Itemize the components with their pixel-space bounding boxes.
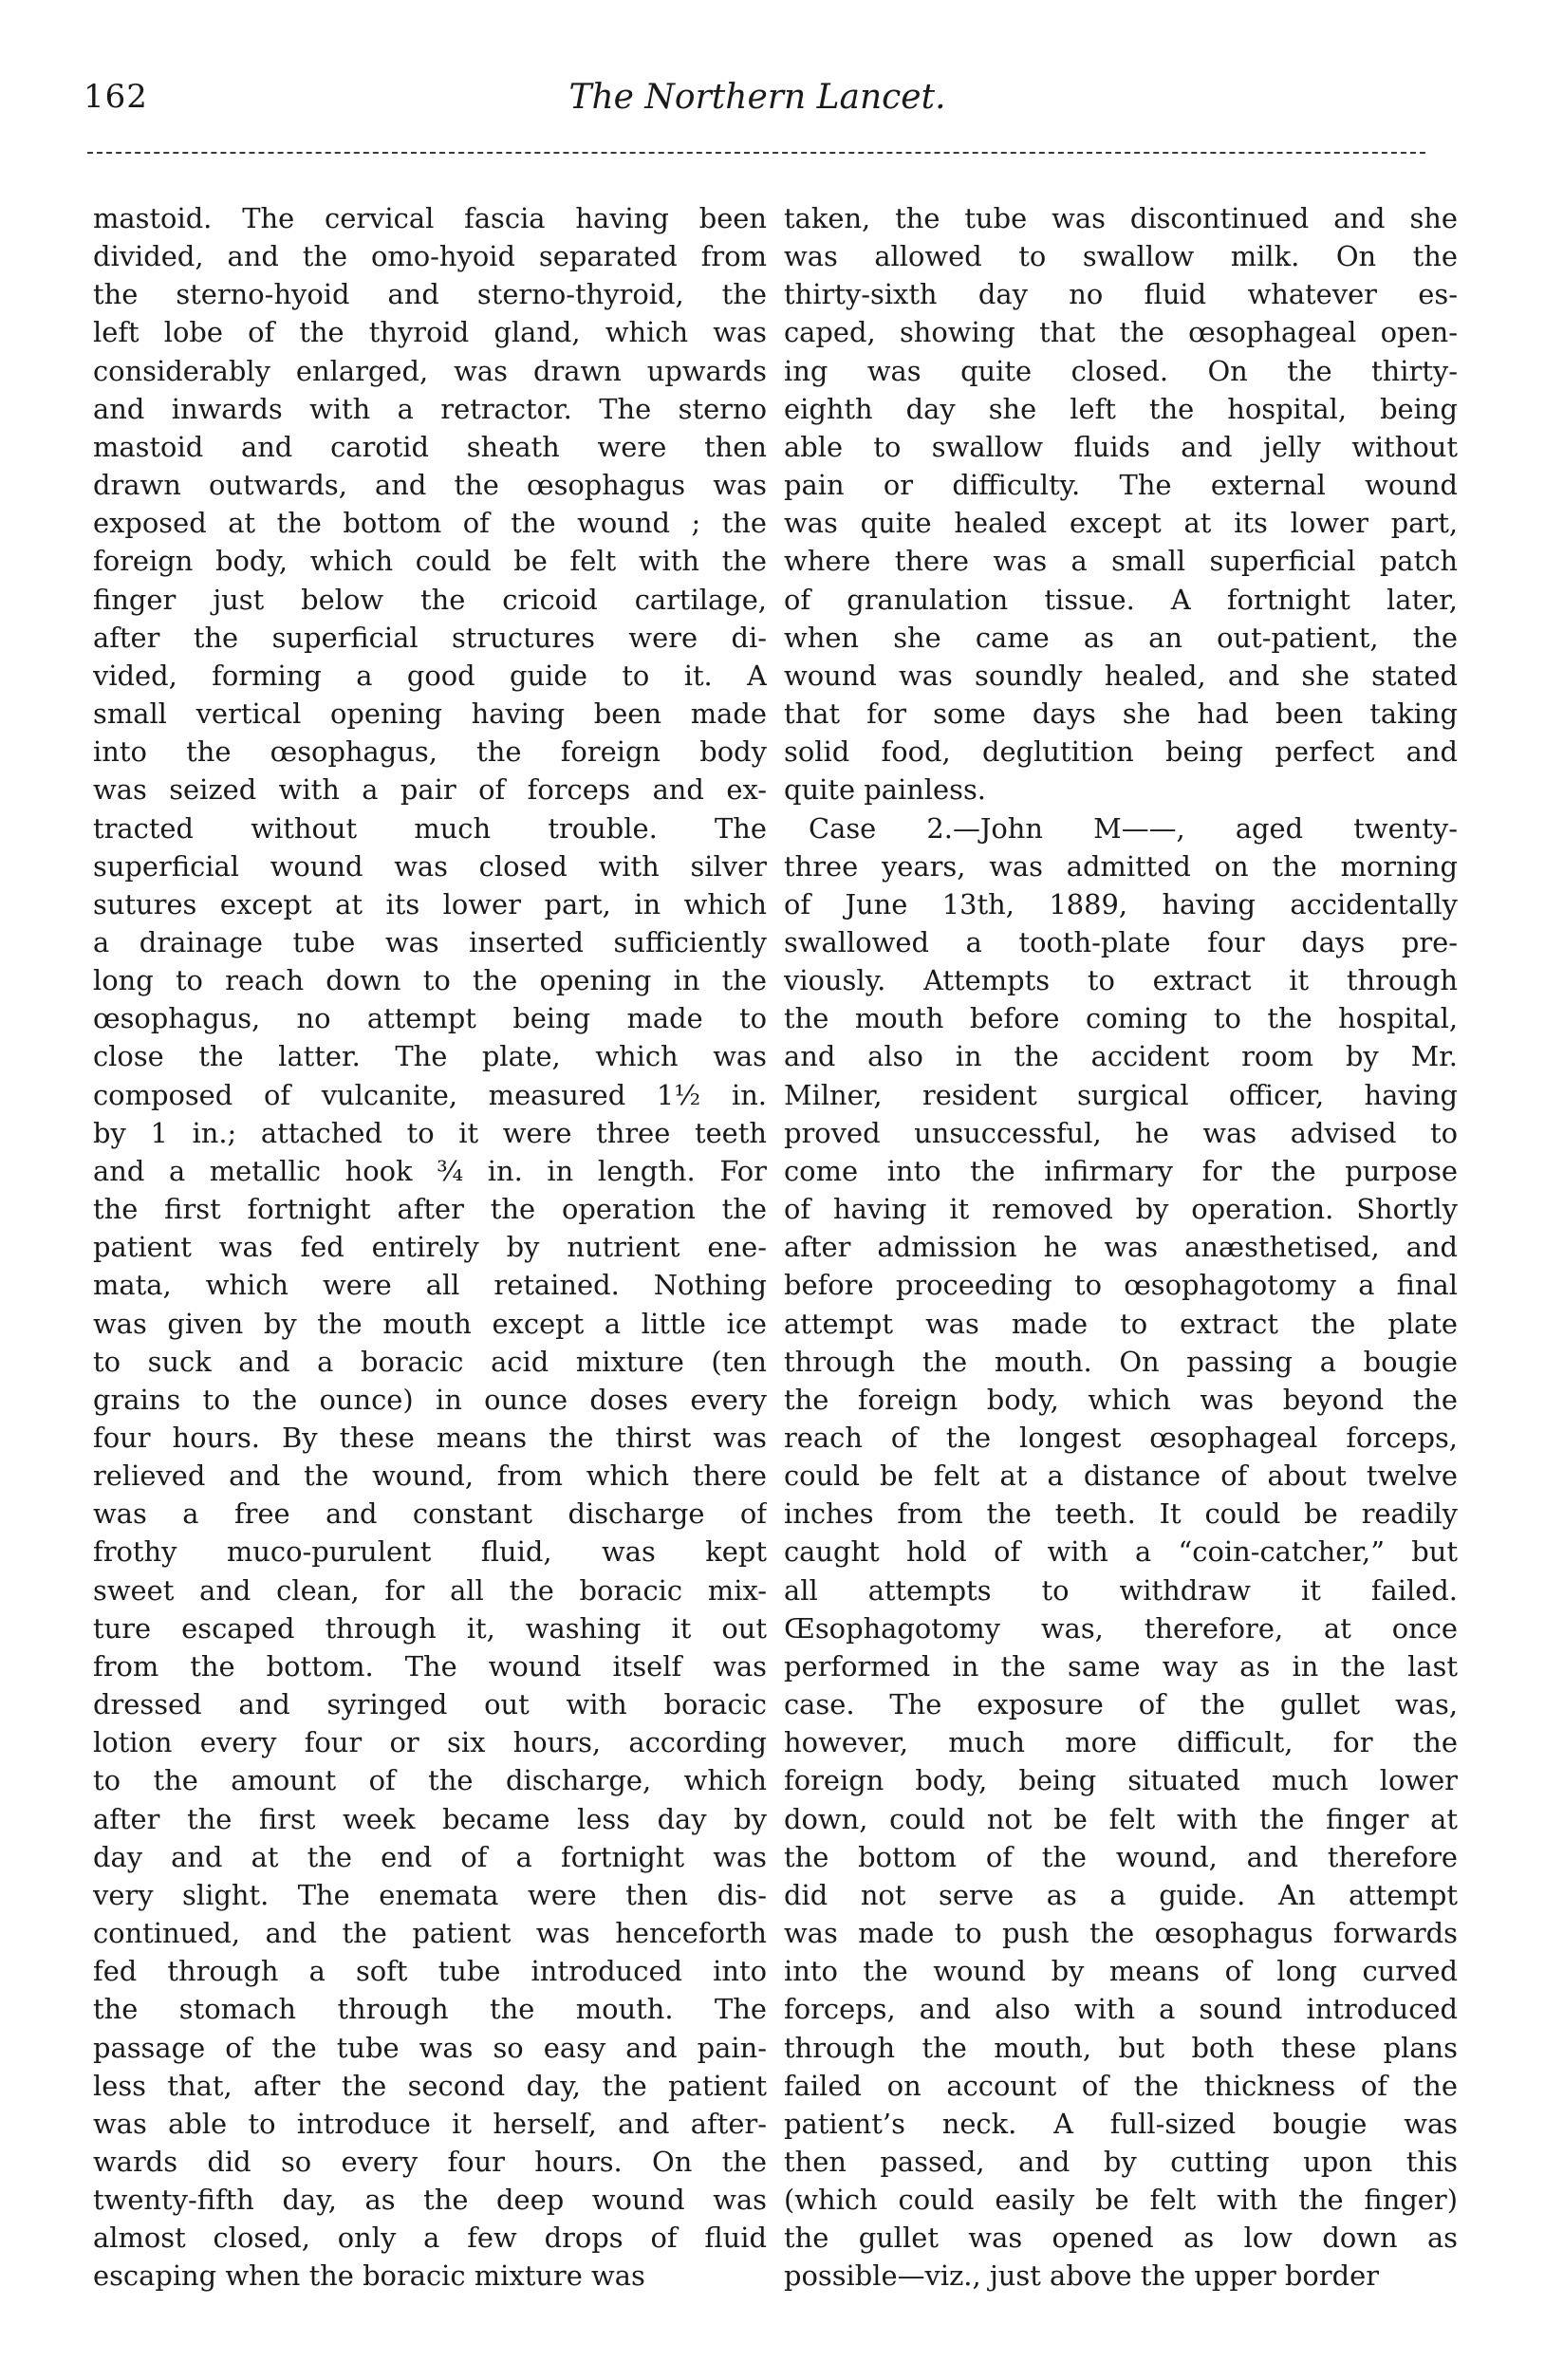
text-line: into the wound by means of long curved [784,1955,1458,1988]
text-line: sutures except at its lower part, in which [93,887,767,920]
text-line: twenty-fifth day, as the deep wound was [93,2184,767,2217]
text-line: considerably enlarged, was drawn upwards [93,354,767,387]
text-line: solid food, deglutition being perfect and [784,735,1458,769]
text-line: Case 2.—John M——, aged twenty- [809,811,1458,845]
text-line: wards did so every four hours. On the [93,2145,767,2178]
text-line: exposed at the bottom of the wound ; the [93,507,767,540]
text-line: day and at the end of a fortnight was [93,1840,767,1873]
text-line: pain or difficulty. The external wound [784,469,1458,502]
text-line: able to swallow fluids and jelly without [784,430,1458,463]
text-line: the mouth before coming to the hospital, [784,1002,1458,1035]
text-line: and a metallic hook ¾ in. in length. For [93,1154,767,1187]
text-line: almost closed, only a few drops of fluid [93,2222,767,2255]
text-line: to suck and a boracic acid mixture (ten [93,1345,767,1378]
text-line: close the latter. The plate, which was [93,1040,767,1073]
text-line: before proceeding to œsophagotomy a final [784,1269,1458,1302]
text-line: and inwards with a retractor. The sterno [93,392,767,425]
left-column [93,199,767,2296]
text-line: and also in the accident room by Mr. [784,1040,1458,1073]
text-line: thirty-sixth day no fluid whatever es- [784,278,1458,311]
text-line: attempt was made to extract the plate [784,1307,1458,1340]
text-line: however, much more difficult, for the [784,1726,1458,1759]
text-line: was a free and constant discharge of [93,1497,767,1531]
text-line: the stomach through the mouth. The [93,1993,767,2026]
text-line: the sterno-hyoid and sterno-thyroid, the [93,278,767,311]
text-line: (which could easily be felt with the finger) [784,2184,1458,2217]
text-line: Milner, resident surgical officer, having [784,1078,1458,1111]
text-line: relieved and the wound, from which there [93,1460,767,1493]
text-line: by 1 in.; attached to it were three teeth [93,1116,767,1149]
text-line: eighth day she left the hospital, being [784,392,1458,425]
text-line: quite painless. [784,773,986,807]
text-line: long to reach down to the opening in the [93,964,767,997]
text-line: the first fortnight after the operation the [93,1193,767,1226]
text-line: of having it removed by operation. Shortly [784,1193,1458,1226]
text-line: four hours. By these means the thirst was [93,1422,767,1454]
text-line: mastoid. The cervical fascia having been [93,202,767,234]
text-line: into the œsophagus, the foreign body [93,735,767,769]
running-title: The Northern Lancet. [568,78,946,117]
text-line: superficial wound was closed with silver [93,849,767,883]
text-line: frothy muco-purulent fluid, was kept [93,1535,767,1569]
text-line: performed in the same way as in the last [784,1649,1458,1683]
text-line: mata, which were all retained. Nothing [93,1269,767,1302]
text-line: patient was fed entirely by nutrient ene- [93,1231,767,1264]
text-line: taken, the tube was discontinued and she [784,202,1458,234]
text-line: proved unsuccessful, he was advised to [784,1116,1458,1149]
page-number: 162 [84,78,148,116]
text-line: drawn outwards, and the œsophagus was [93,469,767,502]
text-line: three years, was admitted on the morning [784,849,1458,883]
text-line: case. The exposure of the gullet was, [784,1688,1458,1721]
text-line: possible—viz., just above the upper border [784,2259,1380,2293]
text-line: passage of the tube was so easy and pain- [93,2031,767,2064]
text-line: was able to introduce it herself, and after- [93,2107,767,2140]
text-line: was seized with a pair of forceps and ex- [93,773,767,807]
text-line: composed of vulcanite, measured 1½ in. [93,1078,767,1111]
text-line: Œsophagotomy was, therefore, at once [784,1611,1458,1645]
text-line: the bottom of the wound, and therefore [784,1840,1458,1873]
text-line: less that, after the second day, the patient [93,2069,767,2102]
text-line: continued, and the patient was henceforth [93,1917,767,1950]
text-line: was quite healed except at its lower part, [784,507,1458,540]
text-line: down, could not be felt with the finger at [784,1802,1458,1835]
header-rule [87,152,1425,154]
text-line: mastoid and carotid sheath were then [93,430,767,463]
text-line: come into the infirmary for the purpose [784,1154,1458,1187]
text-line: to the amount of the discharge, which [93,1764,767,1797]
text-line: when she came as an out-patient, the [784,621,1458,654]
text-line: reach of the longest œsophageal forceps, [784,1422,1458,1454]
text-line: vided, forming a good guide to it. A [93,659,767,692]
text-line: of granulation tissue. A fortnight later, [784,583,1458,616]
text-line: sweet and clean, for all the boracic mix- [93,1573,767,1607]
text-line: wound was soundly healed, and she stated [784,659,1458,692]
text-line: swallowed a tooth-plate four days pre- [784,925,1458,958]
text-line: viously. Attempts to extract it through [784,964,1458,997]
text-line: escaping when the boracic mixture was [93,2259,645,2293]
text-line: the gullet was opened as low down as [784,2222,1458,2255]
text-line: through the mouth, but both these plans [784,2031,1458,2064]
text-line: that for some days she had been taking [784,697,1458,731]
right-column [784,199,1458,2296]
text-line: where there was a small superficial patch [784,545,1458,578]
text-line: finger just below the cricoid cartilage, [93,583,767,616]
text-line: failed on account of the thickness of the [784,2069,1458,2102]
text-line: foreign body, being situated much lower [784,1764,1458,1797]
text-line: inches from the teeth. It could be readily [784,1497,1458,1531]
text-line: small vertical opening having been made [93,697,767,731]
text-line: was allowed to swallow milk. On the [784,240,1458,273]
text-line: œsophagus, no attempt being made to [93,1002,767,1035]
text-line: fed through a soft tube introduced into [93,1955,767,1988]
text-line: foreign body, which could be felt with the [93,545,767,578]
text-line: divided, and the omo-hyoid separated from [93,240,767,273]
text-line: after the first week became less day by [93,1802,767,1835]
text-line: was made to push the œsophagus forwards [784,1917,1458,1950]
text-line: then passed, and by cutting upon this [784,2145,1458,2178]
text-line: very slight. The enemata were then dis- [93,1878,767,1911]
text-line: grains to the ounce) in ounce doses every [93,1383,767,1416]
text-line: ing was quite closed. On the thirty- [784,354,1458,387]
text-line: forceps, and also with a sound introduced [784,1993,1458,2026]
text-line: after admission he was anæsthetised, and [784,1231,1458,1264]
text-line: lotion every four or six hours, according [93,1726,767,1759]
text-line: through the mouth. On passing a bougie [784,1345,1458,1378]
text-line: ture escaped through it, washing it out [93,1611,767,1645]
text-line: patient’s neck. A full-sized bougie was [784,2107,1458,2140]
text-line: after the superficial structures were di- [93,621,767,654]
text-line: the foreign body, which was beyond the [784,1383,1458,1416]
text-line: of June 13th, 1889, having accidentally [784,887,1458,920]
text-line: dressed and syringed out with boracic [93,1688,767,1721]
text-line: left lobe of the thyroid gland, which was [93,316,767,349]
text-line: caught hold of with a “coin-catcher,” but [784,1535,1458,1569]
text-line: caped, showing that the œsophageal open- [784,316,1458,349]
text-line: a drainage tube was inserted sufficiently [93,925,767,958]
text-line: from the bottom. The wound itself was [93,1649,767,1683]
page-header [84,78,1431,135]
text-line: tracted without much trouble. The [93,811,767,845]
text-line: all attempts to withdraw it failed. [784,1573,1458,1607]
text-line: did not serve as a guide. An attempt [784,1878,1458,1911]
text-line: was given by the mouth except a little ice [93,1307,767,1340]
text-line: could be felt at a distance of about twelve [784,1460,1458,1493]
